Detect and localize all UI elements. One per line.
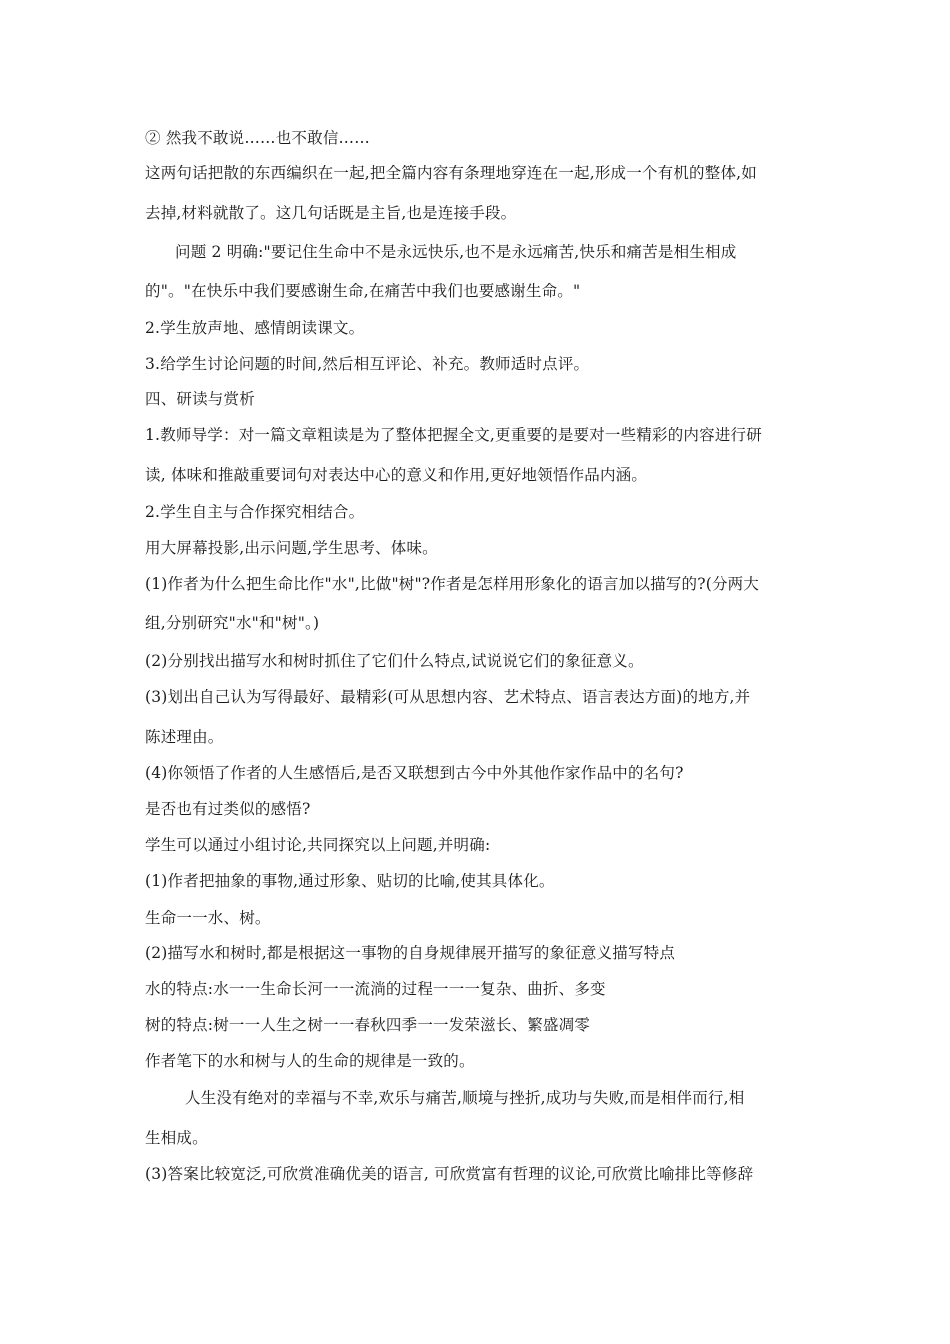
text-line: 人生没有绝对的幸福与不幸,欢乐与痛苦,顺境与挫折,成功与失败,而是相伴而行,相 xyxy=(185,1089,745,1107)
text-line: 作者笔下的水和树与人的生命的规律是一致的。 xyxy=(145,1052,475,1070)
text-line: 组,分别研究"水"和"树"。) xyxy=(145,614,320,632)
section-heading: 四、研读与赏析 xyxy=(145,390,255,408)
text-line: 树的特点:树一一人生之树一一春秋四季一一发荣滋长、繁盛凋零 xyxy=(145,1016,591,1034)
text-line: ② 然我不敢说……也不敢信…… xyxy=(145,129,370,147)
text-line: 水的特点:水一一生命长河一一流淌的过程一一一复杂、曲折、多变 xyxy=(145,980,606,998)
text-line: 学生可以通过小组讨论,共同探究以上问题,并明确: xyxy=(145,836,491,854)
text-line: 陈述理由。 xyxy=(145,728,224,746)
text-line: 的"。"在快乐中我们要感谢生命,在痛苦中我们也要感谢生命。" xyxy=(145,282,581,300)
text-line: 是否也有过类似的感悟? xyxy=(145,800,311,818)
text-line: 1.教师导学：对一篇文章粗读是为了整体把握全文,更重要的是要对一些精彩的内容进行研 xyxy=(145,426,762,444)
text-line: 去掉,材料就散了。这几句话既是主旨,也是连接手段。 xyxy=(145,204,517,222)
text-line: 问题 2 明确:"要记住生命中不是永远快乐,也不是永远痛苦,快乐和痛苦是相生相成 xyxy=(175,243,737,261)
text-line: 2.学生自主与合作探究相结合。 xyxy=(145,503,365,521)
text-line: 生命一一水、树。 xyxy=(145,909,271,927)
text-line: 读, 体味和推敲重要词句对表达中心的意义和作用,更好地领悟作品内涵。 xyxy=(145,466,648,484)
text-line: 2.学生放声地、感情朗读课文。 xyxy=(145,319,365,337)
text-line: (4)你领悟了作者的人生感悟后,是否又联想到古今中外其他作家作品中的名句? xyxy=(145,764,684,782)
text-line: (3)答案比较宽泛,可欣赏准确优美的语言, 可欣赏富有哲理的议论,可欣赏比喻排比等修辞 xyxy=(145,1165,754,1183)
text-line: 3.给学生讨论问题的时间,然后相互评论、补充。教师适时点评。 xyxy=(145,355,590,373)
text-line: (3)划出自己认为写得最好、最精彩(可从思想内容、艺术特点、语言表达方面)的地方,并 xyxy=(145,688,751,706)
text-line: 这两句话把散的东西编织在一起,把全篇内容有条理地穿连在一起,形成一个有机的整体,如 xyxy=(145,164,757,182)
text-line: 用大屏幕投影,出示问题,学生思考、体味。 xyxy=(145,539,438,557)
text-line: (2)描写水和树时,都是根据这一事物的自身规律展开描写的象征意义描写特点 xyxy=(145,944,676,962)
text-line: (1)作者把抽象的事物,通过形象、贴切的比喻,使其具体化。 xyxy=(145,872,555,890)
text-line: 生相成。 xyxy=(145,1129,208,1147)
text-line: (2)分别找出描写水和树时抓住了它们什么特点,试说说它们的象征意义。 xyxy=(145,652,644,670)
text-line: (1)作者为什么把生命比作"水",比做"树"?作者是怎样用形象化的语言加以描写的?(分两大 xyxy=(145,575,760,593)
